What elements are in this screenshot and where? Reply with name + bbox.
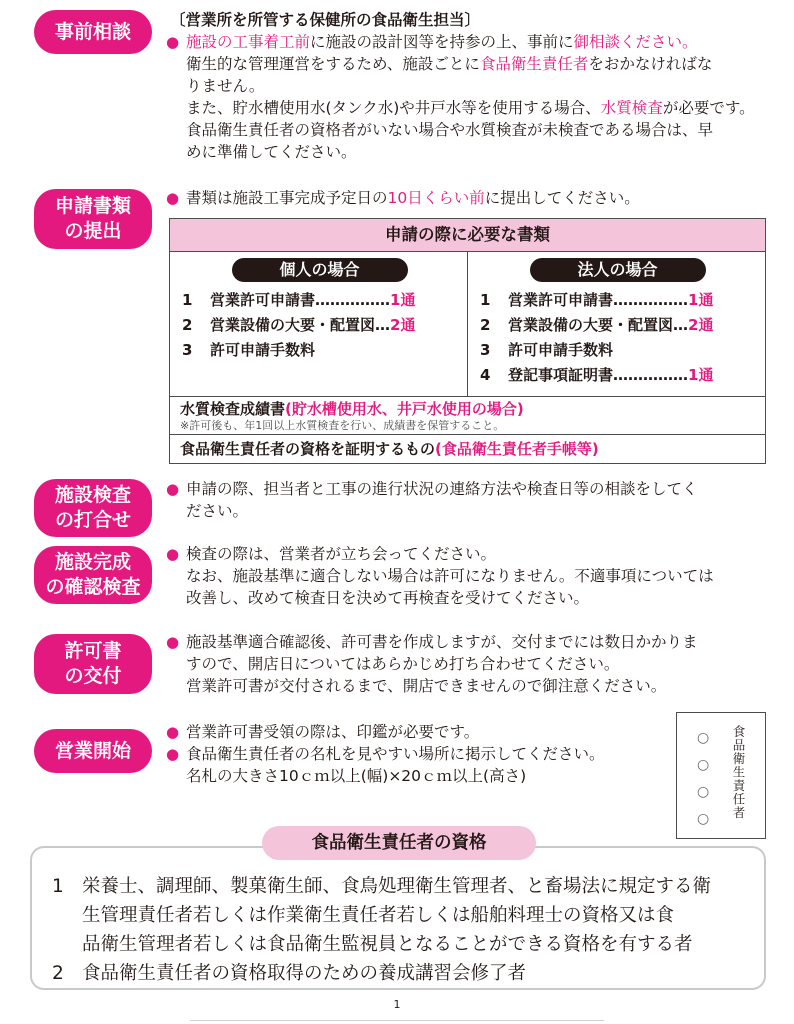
bullet-icon: ● [166, 545, 180, 563]
bullet-item: ● 検査の際は、営業者が立ち会ってください。 [166, 545, 497, 563]
bullet-icon: ● [166, 189, 180, 207]
body-line: また、貯水槽使用水(タンク水)や井戸水等を使用する場合、水質検査が必要です。 [186, 99, 755, 117]
doc-item: 4 登記事項証明書 …………… 1通 [480, 366, 714, 384]
bullet-item: ● 施設基準適合確認後、許可書を作成しますが、交付までには数日かかりま [166, 633, 698, 651]
water-test-row: 水質検査成績書(貯水槽使用水、井戸水使用の場合) ※許可後も、年1回以上水質検査を行い、成績書を保管すること。 [170, 397, 765, 435]
bullet-icon: ● [166, 723, 180, 741]
badge-label: 施設検査 [54, 484, 131, 506]
badge-label: の打合せ [54, 509, 131, 531]
badge-label: 事前相談 [54, 20, 131, 43]
qualifications-title: 食品衛生責任者の資格 [262, 826, 536, 860]
badge-label: の交付 [64, 665, 122, 687]
section-prior-consultation [166, 9, 766, 163]
individual-column [170, 252, 467, 396]
bullet-item: ● 申請の際、担当者と工事の進行状況の連絡方法や検査日等の相談をしてく [166, 480, 698, 498]
badge-label: の確認検査 [45, 576, 141, 598]
qualifications-box [30, 846, 766, 990]
badge-label: 営業開始 [54, 739, 131, 762]
body-line: 改善し、改めて検査日を決めて再検査を受けてください。 [186, 589, 590, 607]
nameplate-text: 食品衛生責任者 [731, 725, 746, 820]
doc-item: 3 許可申請手数料 [480, 341, 614, 359]
body-line: すので、開店日についてはあらかじめ打ち合わせてください。 [186, 655, 620, 673]
section-inspection [166, 543, 766, 609]
doc-item: 2 営業設備の大要・配置図 … 2通 [480, 316, 714, 334]
bullet-icon: ● [166, 633, 180, 651]
bullet-item: ● 営業許可書受領の際は、印鑑が必要です。 [166, 723, 480, 741]
circle-marks: ○ ○ ○ ○ [697, 730, 710, 827]
corporate-column [467, 252, 765, 396]
body-line: めに準備してください。 [186, 143, 357, 161]
corporate-label: 法人の場合 [530, 258, 706, 282]
body-line: 名札の大きさ10ｃｍ以上(幅)×20ｃｍ以上(高さ) [186, 767, 527, 785]
body-line: りません。 [186, 77, 265, 95]
badge-permit [34, 634, 152, 694]
qualification-item: 2 食品衛生責任者の資格取得のための養成講習会修了者 [52, 963, 527, 984]
page-number: 1 [393, 998, 401, 1011]
qualification-item: 1 栄養士、調理師、製菓衛生師、食鳥処理衛生管理者、と畜場法に規定する衛 生管理責任者若しくは作業衛生責任者若しくは船舶料理士の資格又は食 品衛生管理者若しくは食品衛生監視員となることができる資格を有する者 [52, 876, 712, 955]
body-line: 衛生的な管理運営をするため、施設ごとに食品衛生責任者をおかなければな [186, 55, 713, 73]
badge-label: 施設完成 [54, 551, 131, 573]
badge-meeting [34, 479, 152, 537]
bullet-icon: ● [166, 745, 180, 763]
individual-label: 個人の場合 [232, 258, 408, 282]
badge-prior-consultation [34, 10, 152, 54]
badge-label: 許可書 [64, 640, 122, 662]
body-line: なお、施設基準に適合しない場合は許可になりません。不適事項については [186, 567, 714, 585]
footer-divider [190, 1020, 604, 1021]
highlight-text: 施設の工事着工前 [186, 33, 311, 51]
required-documents-table [169, 218, 766, 464]
bullet-icon: ● [166, 480, 180, 498]
nameplate-sample [676, 712, 766, 839]
body-text: に施設の設計図等を持参の上、事前に [310, 33, 574, 51]
section-meeting [166, 478, 766, 522]
water-test-note: ※許可後も、年1回以上水質検査を行い、成績書を保管すること。 [180, 419, 505, 432]
body-line: 食品衛生責任者の資格者がいない場合や水質検査が未検査である場合は、早 [186, 121, 714, 139]
doc-item: 1 営業許可申請書 …………… 1通 [182, 291, 416, 309]
section-start [166, 721, 664, 787]
badge-submission [34, 189, 152, 249]
badge-start [34, 729, 152, 773]
bullet-item [166, 31, 766, 53]
doc-item: 1 営業許可申請書 …………… 1通 [480, 291, 714, 309]
badge-label: の提出 [64, 220, 122, 242]
certificate-row: 食品衛生責任者の資格を証明するもの(食品衛生責任者手帳等) [180, 440, 599, 458]
badge-label: 申請書類 [54, 195, 131, 217]
bullet-icon: ● [166, 33, 180, 51]
section-submission [166, 187, 766, 209]
highlight-text: 御相談ください。 [573, 33, 698, 51]
table-title: 申請の際に必要な書類 [170, 219, 765, 252]
doc-item: 3 許可申請手数料 [182, 341, 316, 359]
body-line: ださい。 [186, 502, 249, 520]
doc-item: 2 営業設備の大要・配置図 … 2通 [182, 316, 416, 334]
section-permit [166, 631, 766, 697]
bullet-item: ● 書類は施設工事完成予定日の10日くらい前に提出してください。 [166, 189, 640, 207]
badge-inspection [34, 546, 152, 604]
section-heading: 〔営業所を所管する保健所の食品衛生担当〕 [170, 11, 481, 29]
bullet-item: ● 食品衛生責任者の名札を見やすい場所に掲示してください。 [166, 745, 605, 763]
body-line: 営業許可書が交付されるまで、開店できませんので御注意ください。 [186, 677, 667, 695]
